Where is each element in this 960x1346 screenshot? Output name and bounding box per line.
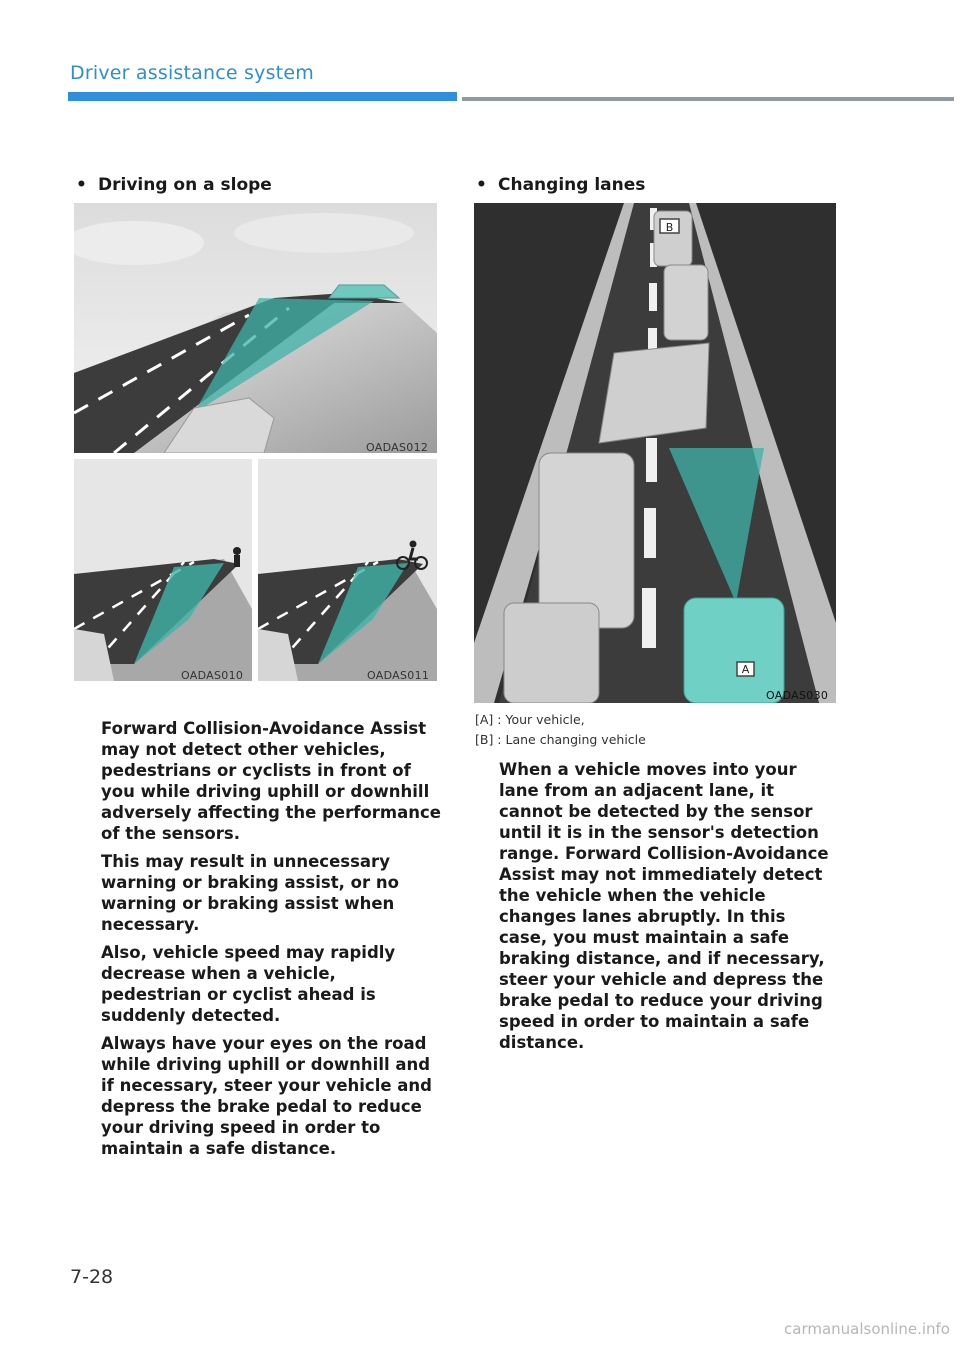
lane-change-body-text bbox=[499, 759, 839, 1060]
header-accent-bar bbox=[68, 92, 457, 101]
figure-code-bottom-left: OADAS010 bbox=[181, 669, 244, 682]
slope-heading bbox=[76, 175, 272, 195]
figure-code-top: OADAS012 bbox=[366, 441, 429, 454]
vehicle-b-label: B bbox=[665, 221, 674, 234]
lane-change-heading bbox=[476, 175, 645, 195]
slope-heading-text: Driving on a slope bbox=[98, 175, 272, 195]
lane-change-heading-text: Changing lanes bbox=[498, 175, 646, 195]
figure-code-bottom-right: OADAS011 bbox=[367, 669, 430, 682]
slope-illustration-main bbox=[74, 203, 437, 453]
figure-legend bbox=[475, 710, 646, 750]
lane-change-illustration bbox=[474, 203, 836, 703]
bullet-icon: • bbox=[476, 175, 487, 195]
slope-paragraph: Also, vehicle speed may rapidly decrease when a vehicle, pedestrian or cyclist ahead is suddenly detected. bbox=[101, 943, 396, 1025]
bullet-icon: • bbox=[76, 175, 87, 195]
slope-body-text bbox=[101, 718, 441, 1166]
header-divider-bar bbox=[462, 97, 954, 101]
slope-paragraph: Forward Collision-Avoidance Assist may not detect other vehicles, pedestrians or cyclists in front of you while driving uphill or downhill adversely affecting the performance of the sensors. bbox=[101, 719, 441, 843]
slope-illustration-pedestrian bbox=[74, 459, 252, 681]
section-title: Driver assistance system bbox=[70, 62, 314, 84]
lane-change-paragraph: When a vehicle moves into your lane from an adjacent lane, it cannot be detected by the sensor until it is in the sensor's detection range. Forward Collision-Avoidance Assist may not immediately detect the vehicle when the vehicle changes lanes abruptly. In this case, you must maintain a safe braking distance, and if necessary, steer your vehicle and depress the brake pedal to reduce your driving speed in order to maintain a safe distance. bbox=[499, 760, 829, 1052]
page-number: 7-28 bbox=[70, 1266, 114, 1288]
vehicle-a-label: A bbox=[741, 663, 750, 676]
legend-item-a: [A] : Your vehicle, bbox=[475, 712, 585, 727]
watermark: carmanualsonline.info bbox=[784, 1320, 950, 1338]
slope-paragraph: Always have your eyes on the road while driving uphill or downhill and if necessary, steer your vehicle and depress the brake pedal to reduce your driving speed in order to maintain a safe distance. bbox=[101, 1034, 432, 1158]
slope-illustration-cyclist bbox=[258, 459, 437, 681]
slope-paragraph: This may result in unnecessary warning or braking assist, or no warning or braking assist when necessary. bbox=[101, 852, 399, 934]
figure-code-lane: OADAS030 bbox=[766, 689, 829, 702]
legend-item-b: [B] : Lane changing vehicle bbox=[475, 732, 646, 747]
